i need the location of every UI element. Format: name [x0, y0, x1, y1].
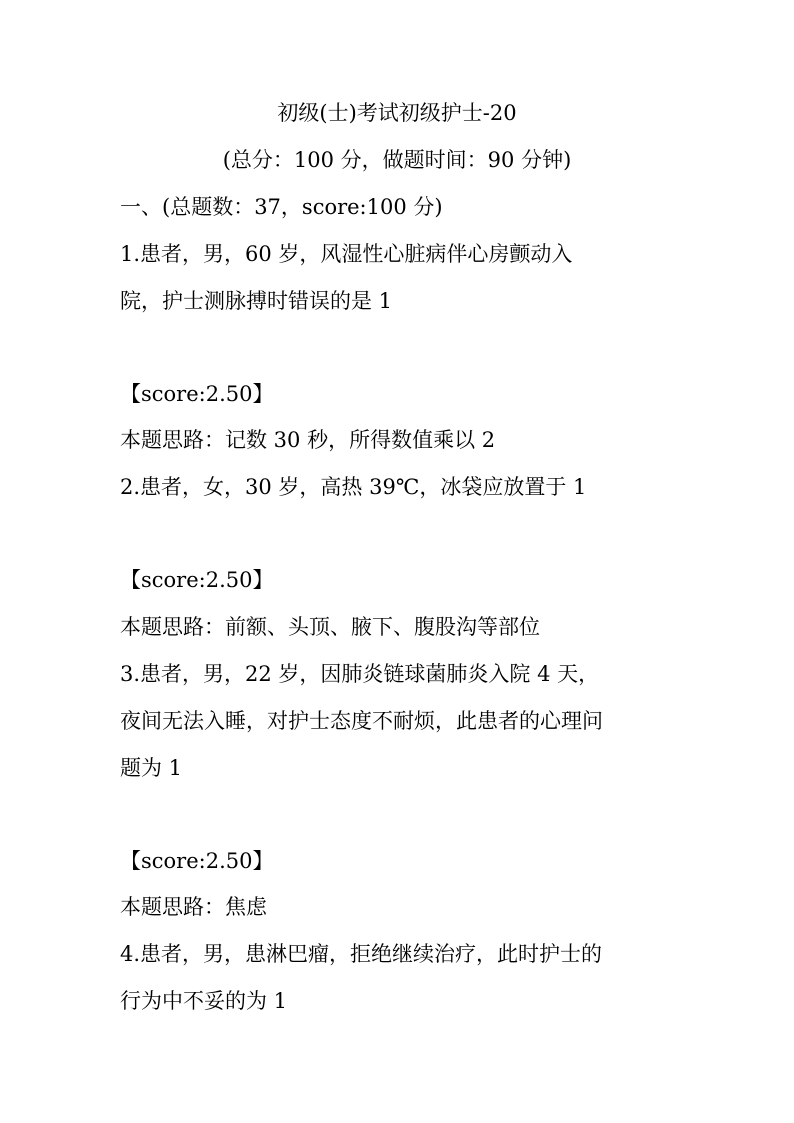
section-header: 一、(总题数：37，score:100 分) — [120, 195, 443, 219]
question-2-line-1: 2.患者，女，30 岁，高热 39℃，冰袋应放置于 1 — [120, 475, 587, 499]
document-title: 初级(士)考试初级护士-20 — [277, 101, 517, 125]
question-4-line-2: 行为中不妥的为 1 — [120, 989, 288, 1013]
question-1-line-2: 院，护士测脉搏时错误的是 1 — [120, 289, 393, 313]
question-3-explanation: 本题思路：焦虑 — [120, 895, 267, 919]
question-4-line-1: 4.患者，男，患淋巴瘤，拒绝继续治疗，此时护士的 — [120, 942, 603, 966]
question-3-line-3: 题为 1 — [120, 756, 183, 780]
document-subtitle: (总分：100 分，做题时间：90 分钟) — [222, 148, 572, 172]
question-2-explanation: 本题思路：前额、头顶、腋下、腹股沟等部位 — [120, 615, 540, 639]
question-1-score: 【score:2.50】 — [120, 382, 274, 406]
question-3-score: 【score:2.50】 — [120, 849, 274, 873]
question-3-line-1: 3.患者，男，22 岁，因肺炎链球菌肺炎入院 4 天， — [120, 662, 600, 686]
question-2-score: 【score:2.50】 — [120, 568, 274, 592]
question-1-line-1: 1.患者，男，60 岁，风湿性心脏病伴心房颤动入 — [120, 242, 573, 266]
question-3-line-2: 夜间无法入睡，对护士态度不耐烦，此患者的心理问 — [120, 709, 603, 733]
question-1-explanation: 本题思路：记数 30 秒，所得数值乘以 2 — [120, 428, 496, 452]
